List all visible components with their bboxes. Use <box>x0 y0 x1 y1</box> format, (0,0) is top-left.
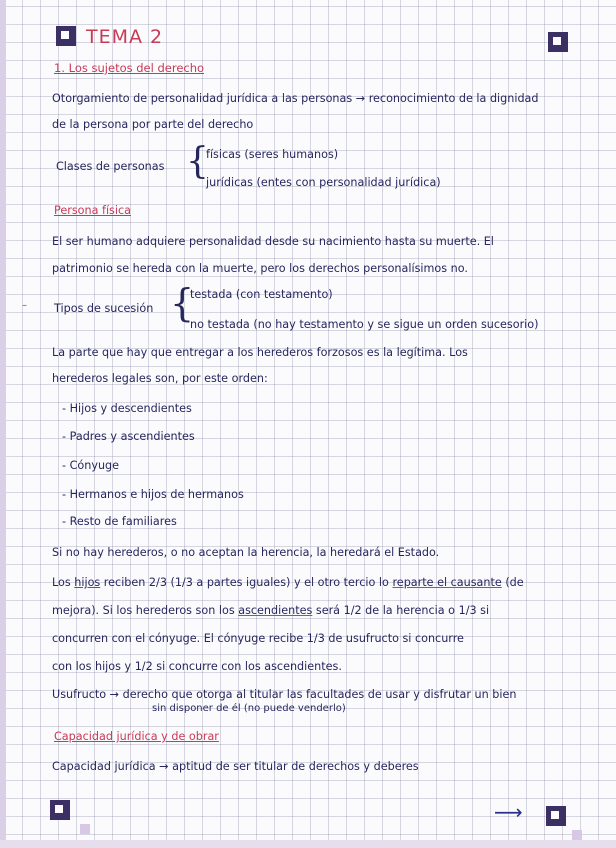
text-line: Capacidad jurídica → aptitud de ser titular de derechos y deberes <box>52 760 419 773</box>
bottom-margin-strip <box>0 840 616 848</box>
text-line: Otorgamiento de personalidad jurídica a las personas → reconocimiento de la dignidad <box>52 92 539 105</box>
corner-square-icon-top-right <box>548 32 568 52</box>
next-page-arrow-icon: ⟶ <box>494 800 523 824</box>
underlined-hijos: hijos <box>74 576 101 589</box>
text-fragment: mejora). Si los herederos son los <box>52 604 239 617</box>
section-heading-persona-fisica: Persona física <box>54 204 131 217</box>
brace-icon: { <box>170 281 195 325</box>
small-square-icon-bottom-right <box>572 830 582 840</box>
text-line-ascendientes <box>52 604 489 617</box>
underlined-ascendientes: ascendientes <box>238 604 313 617</box>
page-title: TEMA 2 <box>86 26 164 48</box>
brace-icon: { <box>186 141 209 182</box>
list-item: - Hermanos e hijos de hermanos <box>62 488 244 501</box>
tipo-no-testada: no testada (no hay testamento y se sigue un orden sucesorio) <box>190 318 539 331</box>
text-line-usufructo-cont: sin disponer de él (no puede venderlo) <box>152 703 346 714</box>
clases-label: Clases de personas <box>56 160 165 173</box>
corner-square-icon-bottom-left <box>50 800 70 820</box>
text-line-usufructo: Usufructo → derecho que otorga al titular las facultades de usar y disfrutar un bien <box>52 688 517 701</box>
list-item: - Padres y ascendientes <box>62 430 195 443</box>
section-heading-sujetos: 1. Los sujetos del derecho <box>54 61 205 75</box>
text-line: con los hijos y 1/2 si concurre con los ascendientes. <box>52 660 342 673</box>
text-line: herederos legales son, por este orden: <box>52 372 268 385</box>
underlined-reparte: reparte el causante <box>392 576 502 589</box>
tipo-testada: testada (con testamento) <box>190 288 333 301</box>
text-line: de la persona por parte del derecho <box>52 118 254 131</box>
corner-square-icon-top-left <box>56 26 76 46</box>
text-line: La parte que hay que entregar a los herederos forzosos es la legítima. Los <box>52 346 468 359</box>
list-item: - Cónyuge <box>62 459 120 472</box>
tipos-label: Tipos de sucesión <box>54 302 154 315</box>
clase-juridicas: jurídicas (entes con personalidad jurídica) <box>206 176 441 189</box>
text-fragment: (de <box>501 576 524 589</box>
list-item: - Hijos y descendientes <box>62 402 192 415</box>
text-fragment: Los <box>52 576 75 589</box>
text-fragment: reciben 2/3 (1/3 a partes iguales) y el otro tercio lo <box>100 576 393 589</box>
margin-dash: – <box>22 300 27 311</box>
text-line: patrimonio se hereda con la muerte, pero los derechos personalísimos no. <box>52 262 468 275</box>
text-line: El ser humano adquiere personalidad desde su nacimiento hasta su muerte. El <box>52 235 494 248</box>
corner-square-icon-bottom-right <box>546 806 566 826</box>
left-margin-strip <box>0 0 6 848</box>
clase-fisicas: físicas (seres humanos) <box>206 148 339 161</box>
section-heading-capacidad: Capacidad jurídica y de obrar <box>54 730 219 743</box>
list-item: - Resto de familiares <box>62 515 177 528</box>
text-line: concurren con el cónyuge. El cónyuge recibe 1/3 de usufructo si concurre <box>52 632 464 645</box>
text-line-hijos <box>52 576 524 589</box>
small-square-icon-bottom-left <box>80 824 90 834</box>
text-line: Si no hay herederos, o no aceptan la herencia, la heredará el Estado. <box>52 546 440 559</box>
text-fragment: será 1/2 de la herencia o 1/3 si <box>312 604 490 617</box>
